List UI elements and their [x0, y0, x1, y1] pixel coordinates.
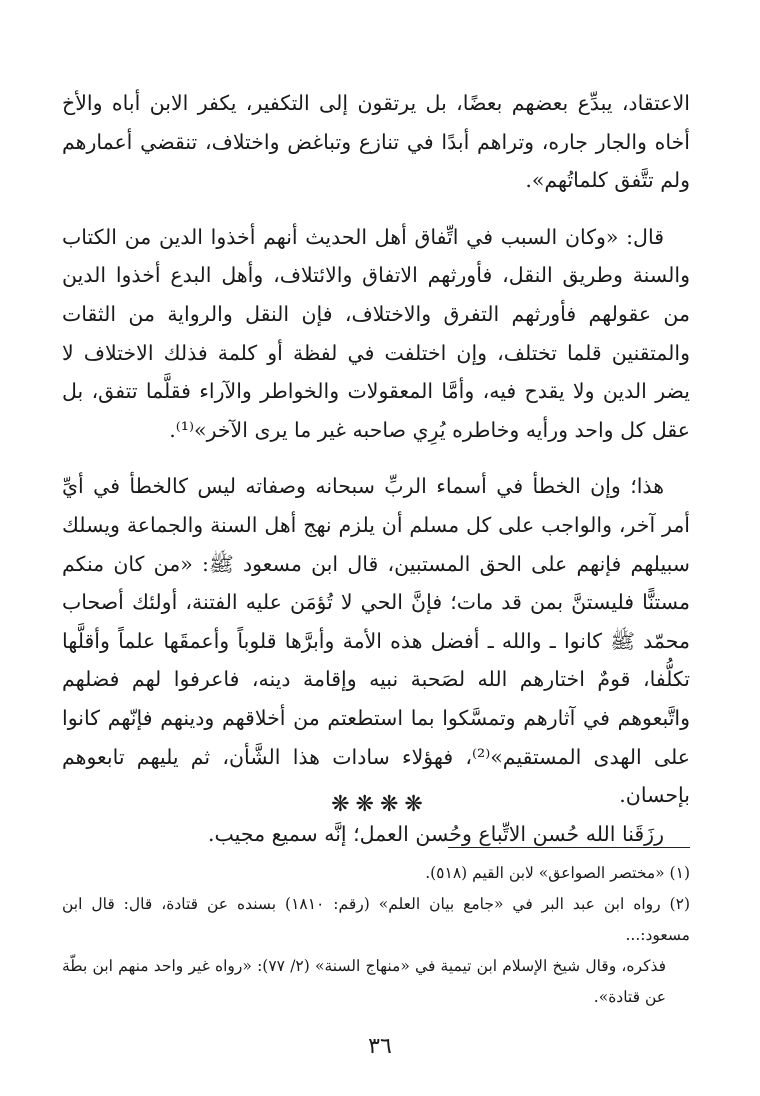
footnote-2-continuation: فذكره، وقال شيخ الإسلام ابن تيمية في «منهاج السنة» (٢/ ٧٧): «رواه غير واحد منهم ابن بطّة عن قتادة».	[62, 957, 666, 1006]
footnote-divider	[448, 847, 690, 848]
paragraph-1: الاعتقاد، يبدِّع بعضهم بعضًا، بل يرتقون إلى التكفير، يكفر الابن أباه والأخ أخاه والجار جاره، وتراهم أبدًا في تنازع وتباغض واختلاف، تنقضي أعمارهم ولم تتَّفق كلماتُهم».	[62, 91, 690, 193]
page-number: ٣٦	[368, 1034, 392, 1059]
paragraph-3: هذا؛ وإن الخطأ في أسماء الربِّ سبحانه وصفاته ليس كالخطأ في أيِّ أمر آخر، والواجب على كل مسلم أن يلزم نهج أهل السنة والجماعة ويسلك سبيلهم فإنهم على الحق المستبين، قال ابن مسعود ﷺ: «من كان منكم مستنًّا فليستنَّ بمن قد مات؛ فإنَّ الحي لا تُؤمَن عليه الفتنة، أولئك أصحاب محمّد ﷺ كانوا ـ والله ـ أفضل هذه الأمة وأبرَّها قلوباً وأعمقَها علماً وأقلَّها تكلُّفا، قومٌ اختارهم الله لصَحبة نبيه وإقامة دينه، فاعرفوا لهم فضلهم واتَّبعوهم في آثارهم وتمسَّكوا بما استطعتم من أخلاقهم ودينهم فإنّهم كانوا على الهدى المستقيم»⁽²⁾، فهؤلاء سادات هذا الشَّأن، ثم يليهم تابعوهم بإحسان.	[62, 474, 690, 808]
footnote-2: (٢) رواه ابن عبد البر في «جامع بيان العلم» (رقم: ١٨١٠) بسنده عن قتادة، قال: قال ابن مسعود:...	[62, 895, 690, 944]
section-separator: ❋❋❋❋	[331, 792, 429, 817]
paragraph-4: رزَقَنا الله حُسن الاتِّباع وحُسن العمل؛ إنَّه سميع مجيب.	[208, 821, 664, 846]
main-text	[62, 84, 690, 853]
paragraph-2: قال: «وكان السبب في اتِّفاق أهل الحديث أنهم أخذوا الدين من الكتاب والسنة وطريق النقل، فأورثهم الاتفاق والائتلاف، وأهل البدع أخذوا الدين من عقولهم فأورثهم التفرق والاختلاف، فإن النقل والرواية من الثقات والمتقنين قلما تختلف، وإن اختلفت في لفظة أو كلمة فذلك الاختلاف لا يضر الدين ولا يقدح فيه، وأمَّا المعقولات والخواطر والآراء فقلَّما تتفق، بل عقل كل واحد ورأيه وخاطره يُرِي صاحبه غير ما يرى الآخر»⁽¹⁾.	[62, 224, 690, 442]
footnotes	[62, 858, 690, 1013]
footnote-1: (١) «مختصر الصواعق» لابن القيم (٥١٨).	[425, 864, 690, 882]
